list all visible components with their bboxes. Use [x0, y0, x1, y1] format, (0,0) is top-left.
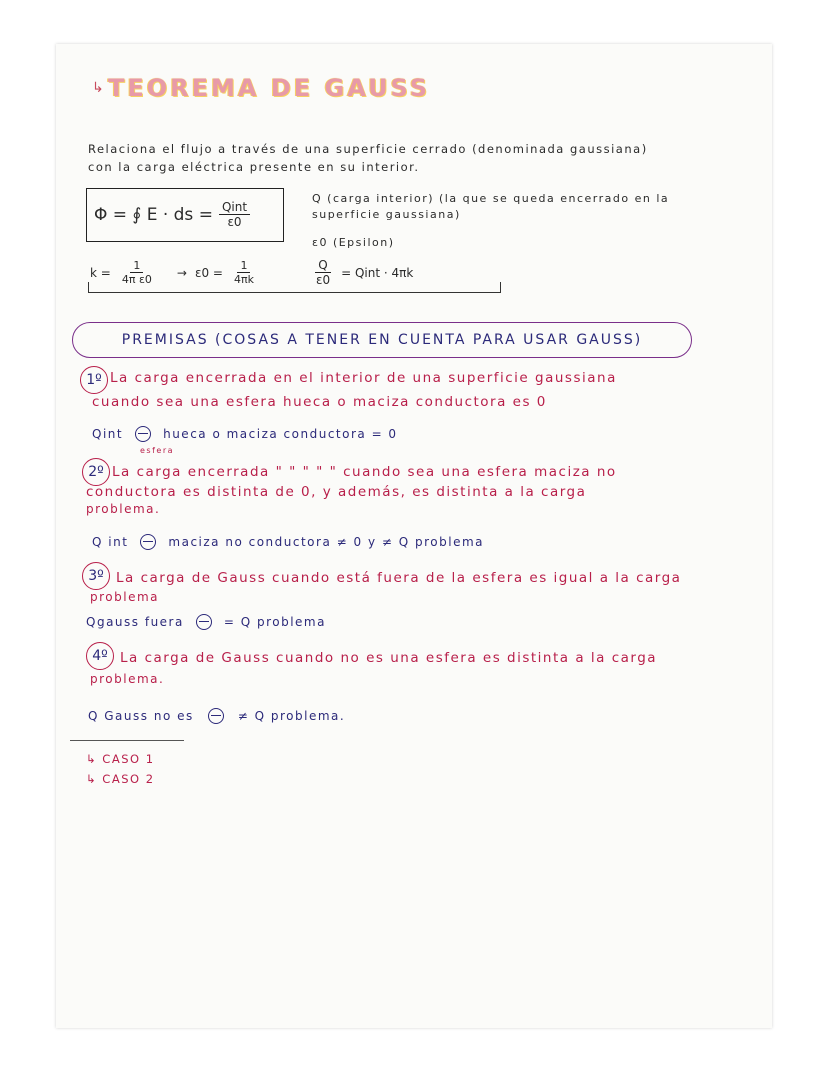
sphere-icon — [196, 614, 212, 630]
q-fraction — [313, 258, 333, 287]
page-title: TEOREMA DE GAUSS — [108, 74, 431, 102]
premisa-4-formula-prefix: Q Gauss no es — [88, 709, 194, 723]
premisa-2-line-3: problema. — [86, 502, 161, 516]
sphere-icon — [208, 708, 224, 724]
premisas-heading — [72, 322, 692, 358]
premisa-2-formula — [92, 534, 484, 550]
gauss-formula-fraction — [219, 200, 250, 229]
premisa-4-line-1: La carga de Gauss cuando no es una esfera es distinta a la carga — [120, 650, 658, 666]
k-numerator: 1 — [130, 259, 143, 273]
premisa-3-formula-suffix: = Q problema — [223, 615, 326, 629]
case-2: ↳ CASO 2 — [86, 772, 155, 786]
premisa-2-formula-prefix: Q int — [92, 535, 129, 549]
premisa-2-line-1: La carga encerrada " " " " " cuando sea una esfera maciza no — [112, 464, 617, 480]
premisa-4-line-2: problema. — [90, 672, 165, 686]
premisa-2-formula-suffix: maciza no conductora ≠ 0 y ≠ Q problema — [168, 535, 484, 549]
q-numerator: Q — [315, 258, 330, 273]
bracket-right — [490, 282, 501, 293]
gauss-formula-numerator: Qint — [219, 200, 250, 215]
premisa-3-line-2: problema — [90, 590, 160, 604]
premisa-3-line-1: La carga de Gauss cuando está fuera de la esfera es igual a la carga — [116, 570, 682, 586]
premisa-4-formula-suffix: ≠ Q problema. — [237, 709, 346, 723]
q-relation: = Qint · 4πk — [341, 265, 414, 280]
note-epsilon: ε0 (Epsilon) — [312, 236, 395, 249]
premisas-heading-text: PREMISAS (COSAS A TENER EN CUENTA PARA USAR GAUSS) — [121, 332, 643, 348]
e0-numerator: 1 — [237, 259, 250, 273]
premisa-3-number: 3º — [82, 562, 110, 590]
arrow-icon: → — [176, 265, 187, 280]
gauss-formula-main: Φ = ∮ E · ds = — [94, 204, 213, 225]
premisa-4-formula — [88, 708, 345, 724]
sphere-icon — [135, 426, 151, 442]
constants-row — [90, 258, 413, 287]
case-1: ↳ CASO 1 — [86, 752, 155, 766]
premisa-1-formula-prefix: Qint — [92, 427, 124, 441]
sphere-icon — [140, 534, 156, 550]
premisa-1-number: 1º — [80, 366, 108, 394]
section-divider — [70, 740, 184, 741]
premisa-1-formula-suffix: hueca o maciza conductora = 0 — [163, 427, 398, 441]
title-arrow-icon: ↳ — [92, 80, 104, 96]
gauss-formula — [94, 200, 250, 229]
note-q-line-2: superficie gaussiana) — [312, 208, 461, 221]
k-fraction — [119, 259, 155, 286]
premisa-1-line-1: La carga encerrada en el interior de una superficie gaussiana — [110, 370, 617, 386]
premisa-1-line-2: cuando sea una esfera hueca o maciza conductora es 0 — [92, 394, 547, 410]
premisa-2-line-2: conductora es distinta de 0, y además, es distinta a la carga — [86, 484, 587, 500]
k-denominator: 4π ε0 — [121, 273, 152, 286]
intro-line-1: Relaciona el flujo a través de una superficie cerrado (denominada gaussiana) — [88, 142, 648, 156]
e0-fraction — [231, 259, 257, 286]
e0-denominator: 4πk — [233, 273, 254, 286]
q-denominator: ε0 — [315, 273, 331, 287]
intro-line-2: con la carga eléctrica presente en su interior. — [88, 160, 420, 174]
premisa-2-number: 2º — [82, 458, 110, 486]
e0-label: ε0 = — [194, 265, 223, 280]
premisa-3-formula-prefix: Qgauss fuera — [86, 615, 184, 629]
gauss-formula-denominator: ε0 — [227, 215, 242, 229]
premisa-1-formula-note: esfera — [140, 446, 175, 455]
note-q-line-1: Q (carga interior) (la que se queda encerrado en la — [312, 192, 670, 205]
premisa-4-number: 4º — [86, 642, 114, 670]
premisa-1-formula — [92, 426, 398, 442]
premisa-3-formula — [86, 614, 326, 630]
k-label: k = — [90, 265, 111, 280]
constants-underline — [96, 292, 500, 293]
